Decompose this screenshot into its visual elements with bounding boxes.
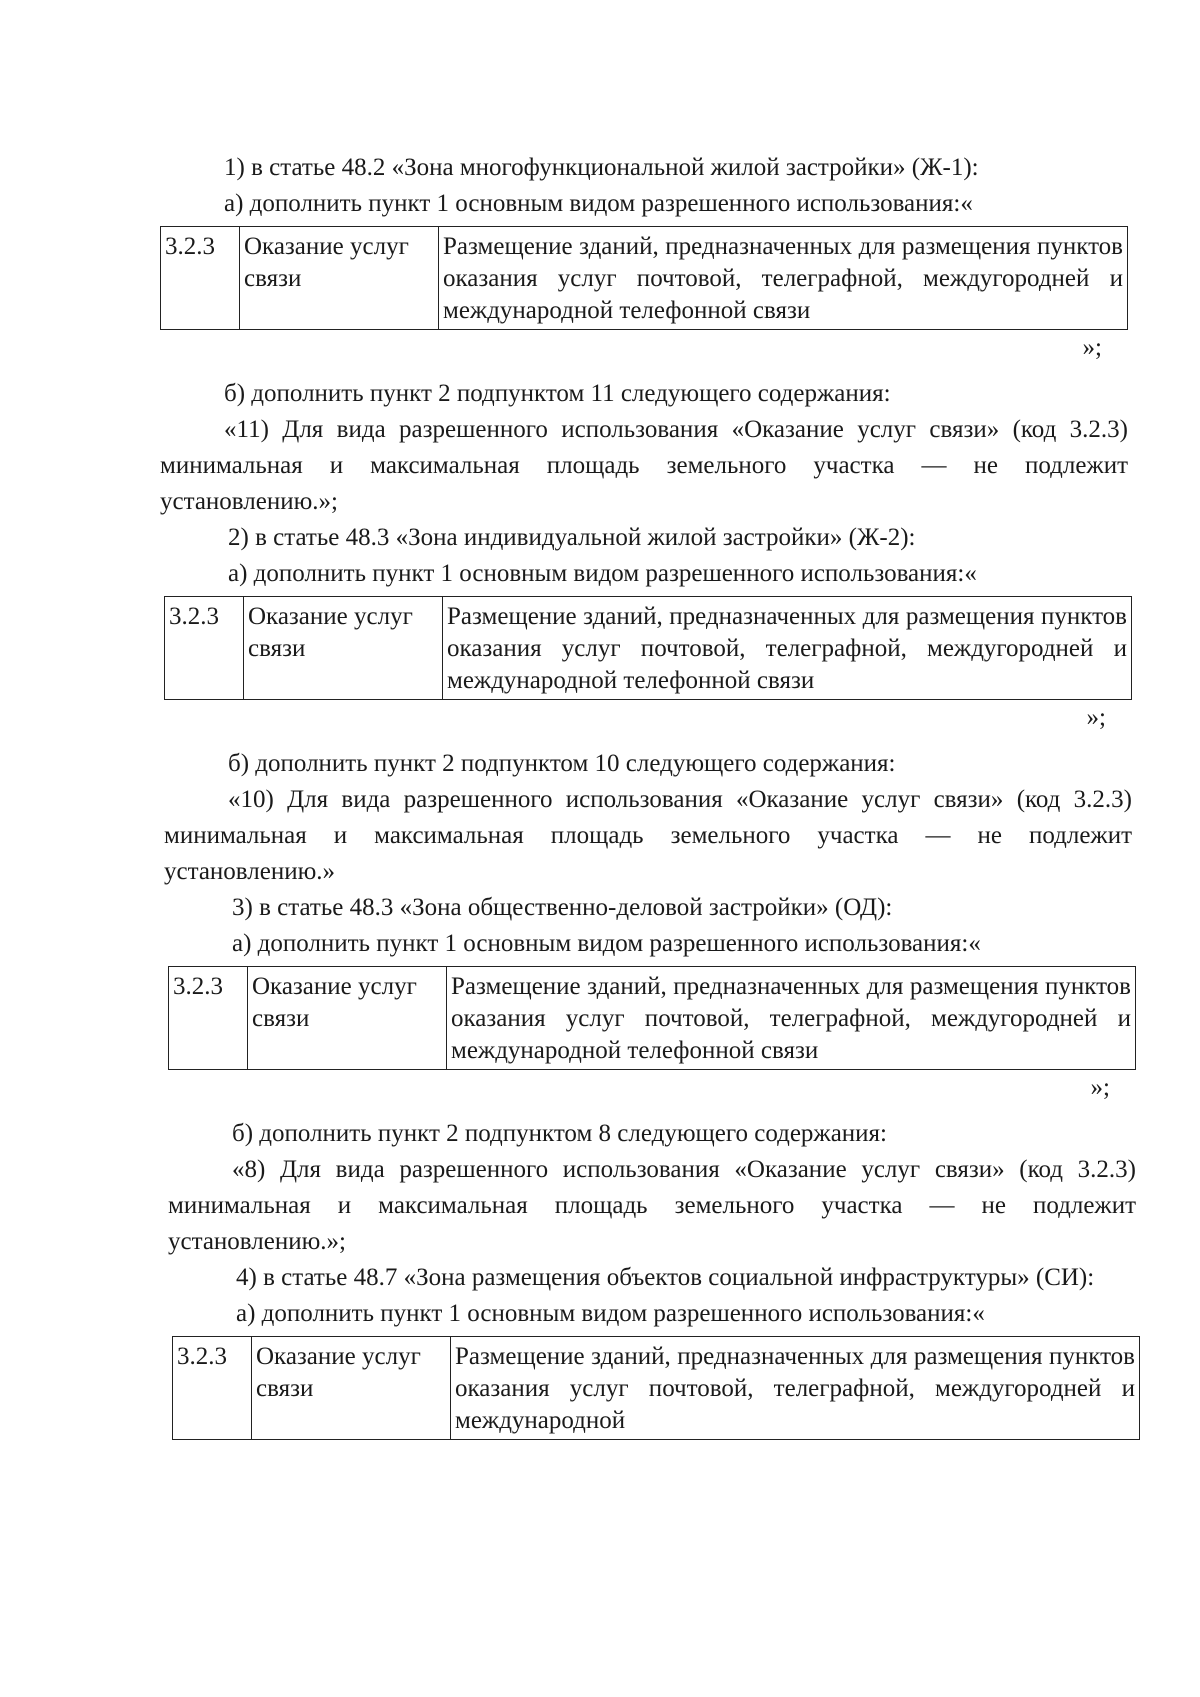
use-code: 3.2.3: [173, 1337, 252, 1440]
use-code: 3.2.3: [161, 227, 240, 330]
item-a: а) дополнить пункт 1 основным видом разрешенного использования:«: [236, 1300, 985, 1327]
item-b: б) дополнить пункт 2 подпунктом 8 следующего содержания:: [232, 1120, 887, 1147]
use-name: Оказание услуг связи: [244, 597, 443, 700]
section-heading: 2) в статье 48.3 «Зона индивидуальной жилой застройки» (Ж-2):: [228, 524, 916, 551]
land-use-table: [168, 966, 1136, 1070]
land-use-table: [160, 226, 1128, 330]
use-name: Оказание услуг связи: [240, 227, 439, 330]
use-code: 3.2.3: [169, 967, 248, 1070]
use-description: Размещение зданий, предназначенных для размещения пунктов оказания услуг почтовой, телеграфной, междугородней и международной телефонной связи: [443, 597, 1132, 700]
table-row: [169, 967, 1136, 1070]
section-heading: 1) в статье 48.2 «Зона многофункциональной жилой застройки» (Ж-1):: [224, 154, 979, 181]
subclause-text: «10) Для вида разрешенного использования «Оказание услуг связи» (код 3.2.3) минимальная и максимальная площадь земельного участка — не подлежит установлению.»: [164, 786, 1132, 885]
section-2: [164, 520, 1132, 890]
section-heading: 3) в статье 48.3 «Зона общественно-деловой застройки» (ОД):: [232, 894, 893, 921]
section-3: [168, 890, 1136, 1260]
land-use-table: [172, 1336, 1140, 1440]
closing-quote: »;: [1090, 1074, 1110, 1101]
item-b: б) дополнить пункт 2 подпунктом 10 следующего содержания:: [228, 750, 896, 777]
use-name: Оказание услуг связи: [252, 1337, 451, 1440]
section-1: [160, 150, 1128, 520]
use-description: Размещение зданий, предназначенных для размещения пунктов оказания услуг почтовой, телеграфной, междугородней и международной телефонной связи: [447, 967, 1136, 1070]
use-code: 3.2.3: [165, 597, 244, 700]
table-row: [165, 597, 1132, 700]
section-4: [172, 1260, 1140, 1440]
document-body: [160, 150, 1136, 1440]
use-description: Размещение зданий, предназначенных для размещения пунктов оказания услуг почтовой, телеграфной, междугородней и международной телефонной связи: [439, 227, 1128, 330]
subclause-text: «8) Для вида разрешенного использования «Оказание услуг связи» (код 3.2.3) минимальная и максимальная площадь земельного участка — не подлежит установлению.»;: [168, 1156, 1136, 1255]
closing-quote: »;: [1082, 334, 1102, 361]
closing-quote: »;: [1086, 704, 1106, 731]
item-a: а) дополнить пункт 1 основным видом разрешенного использования:«: [232, 930, 981, 957]
table-row: [161, 227, 1128, 330]
subclause-text: «11) Для вида разрешенного использования «Оказание услуг связи» (код 3.2.3) минимальная и максимальная площадь земельного участка — не подлежит установлению.»;: [160, 416, 1128, 515]
section-heading: 4) в статье 48.7 «Зона размещения объектов социальной инфраструктуры» (СИ):: [236, 1264, 1095, 1291]
item-a: а) дополнить пункт 1 основным видом разрешенного использования:«: [228, 560, 977, 587]
land-use-table: [164, 596, 1132, 700]
item-a: а) дополнить пункт 1 основным видом разрешенного использования:«: [224, 190, 973, 217]
item-b: б) дополнить пункт 2 подпунктом 11 следующего содержания:: [224, 380, 891, 407]
use-description: Размещение зданий, предназначенных для размещения пунктов оказания услуг почтовой, телеграфной, междугородней и международной: [451, 1337, 1140, 1440]
use-name: Оказание услуг связи: [248, 967, 447, 1070]
table-row: [173, 1337, 1140, 1440]
